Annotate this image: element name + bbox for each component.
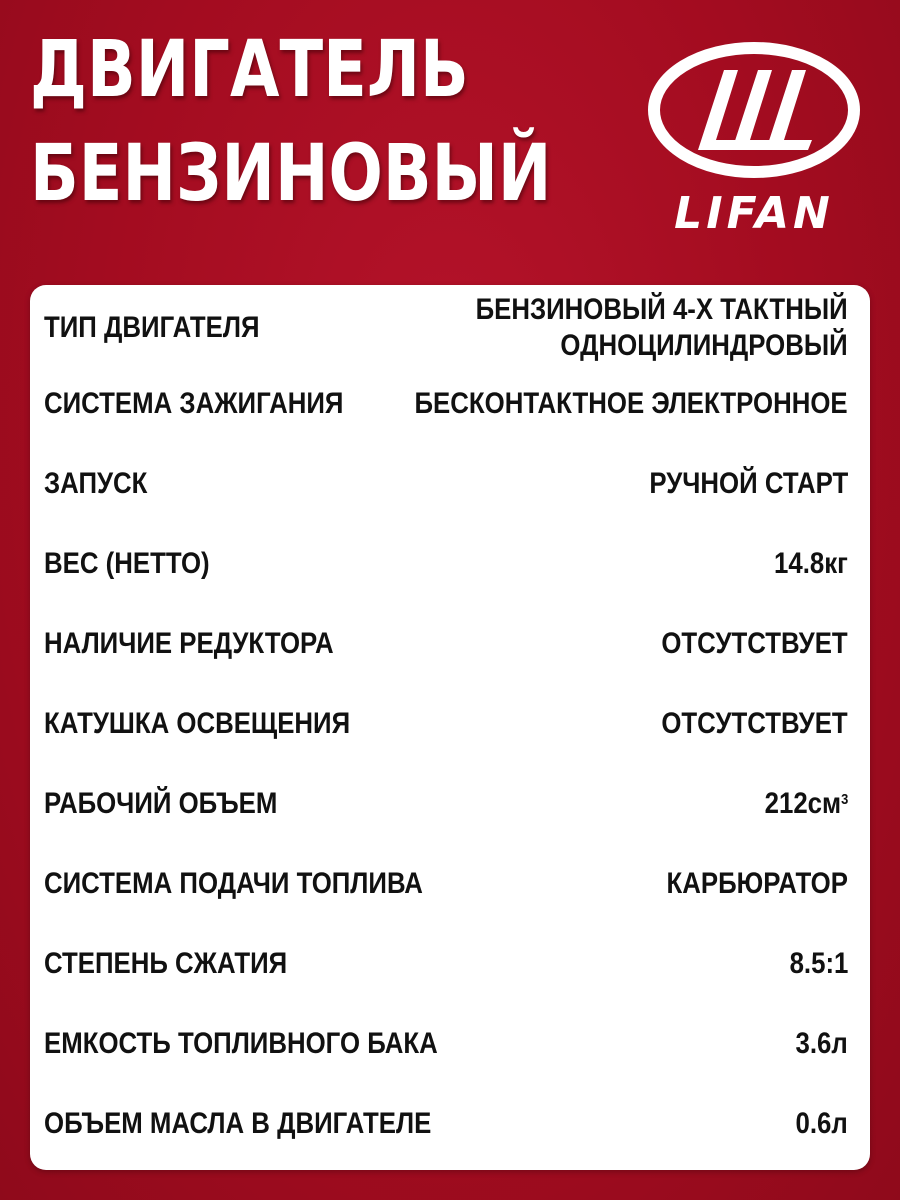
spec-row <box>44 929 848 999</box>
lifan-logo <box>632 42 876 242</box>
logo-wordmark: LIFAN <box>674 188 834 239</box>
spec-label: ЗАПУСК <box>44 467 148 500</box>
spec-row <box>44 1089 848 1159</box>
specs-card <box>30 285 870 1170</box>
spec-row <box>44 289 848 367</box>
spec-value: РУЧНОЙ СТАРТ <box>649 467 848 500</box>
spec-row <box>44 369 848 439</box>
spec-value: 0.6л <box>795 1107 848 1140</box>
spec-label: ВЕС (НЕТТО) <box>44 547 210 580</box>
spec-value <box>476 292 848 364</box>
spec-row <box>44 689 848 759</box>
spec-value-line-1: БЕНЗИНОВЫЙ 4-Х ТАКТНЫЙ <box>475 293 848 326</box>
spec-row <box>44 849 848 919</box>
spec-value: ОТСУТСТВУЕТ <box>661 707 848 740</box>
spec-value: 8.5:1 <box>789 947 848 980</box>
spec-row <box>44 609 848 679</box>
spec-label: ЕМКОСТЬ ТОПЛИВНОГО БАКА <box>44 1027 438 1060</box>
spec-row <box>44 449 848 519</box>
spec-label: РАБОЧИЙ ОБЪЕМ <box>44 787 278 820</box>
spec-row <box>44 529 848 599</box>
spec-label: КАТУШКА ОСВЕЩЕНИЯ <box>44 707 351 740</box>
spec-label: ОБЪЕМ МАСЛА В ДВИГАТЕЛЕ <box>44 1107 432 1140</box>
title-line-1: ДВИГАТЕЛЬ <box>30 25 469 115</box>
spec-row <box>44 769 848 839</box>
spec-label: НАЛИЧИЕ РЕДУКТОРА <box>44 627 334 660</box>
spec-value-line-2: ОДНОЦИЛИНДРОВЫЙ <box>560 329 848 362</box>
spec-label: СТЕПЕНЬ СЖАТИЯ <box>44 947 288 980</box>
spec-value: КАРБЮРАТОР <box>666 867 848 900</box>
page-title <box>30 22 552 230</box>
spec-value: 3.6л <box>795 1027 848 1060</box>
spec-value-main: 212см <box>764 787 841 820</box>
title-line-2: БЕНЗИНОВЫЙ <box>30 129 552 219</box>
spec-label: СИСТЕМА ЗАЖИГАНИЯ <box>44 387 344 420</box>
lifan-sails-emblem-icon <box>632 42 876 242</box>
spec-value: ОТСУТСТВУЕТ <box>661 627 848 660</box>
spec-label: ТИП ДВИГАТЕЛЯ <box>44 311 260 344</box>
spec-label: СИСТЕМА ПОДАЧИ ТОПЛИВА <box>44 867 423 900</box>
spec-value: БЕСКОНТАКТНОЕ ЭЛЕКТРОННОЕ <box>414 387 848 420</box>
spec-value: 14.8кг <box>774 547 848 580</box>
spec-row <box>44 1009 848 1079</box>
spec-value-superscript: 3 <box>840 791 848 808</box>
spec-value <box>764 786 848 822</box>
